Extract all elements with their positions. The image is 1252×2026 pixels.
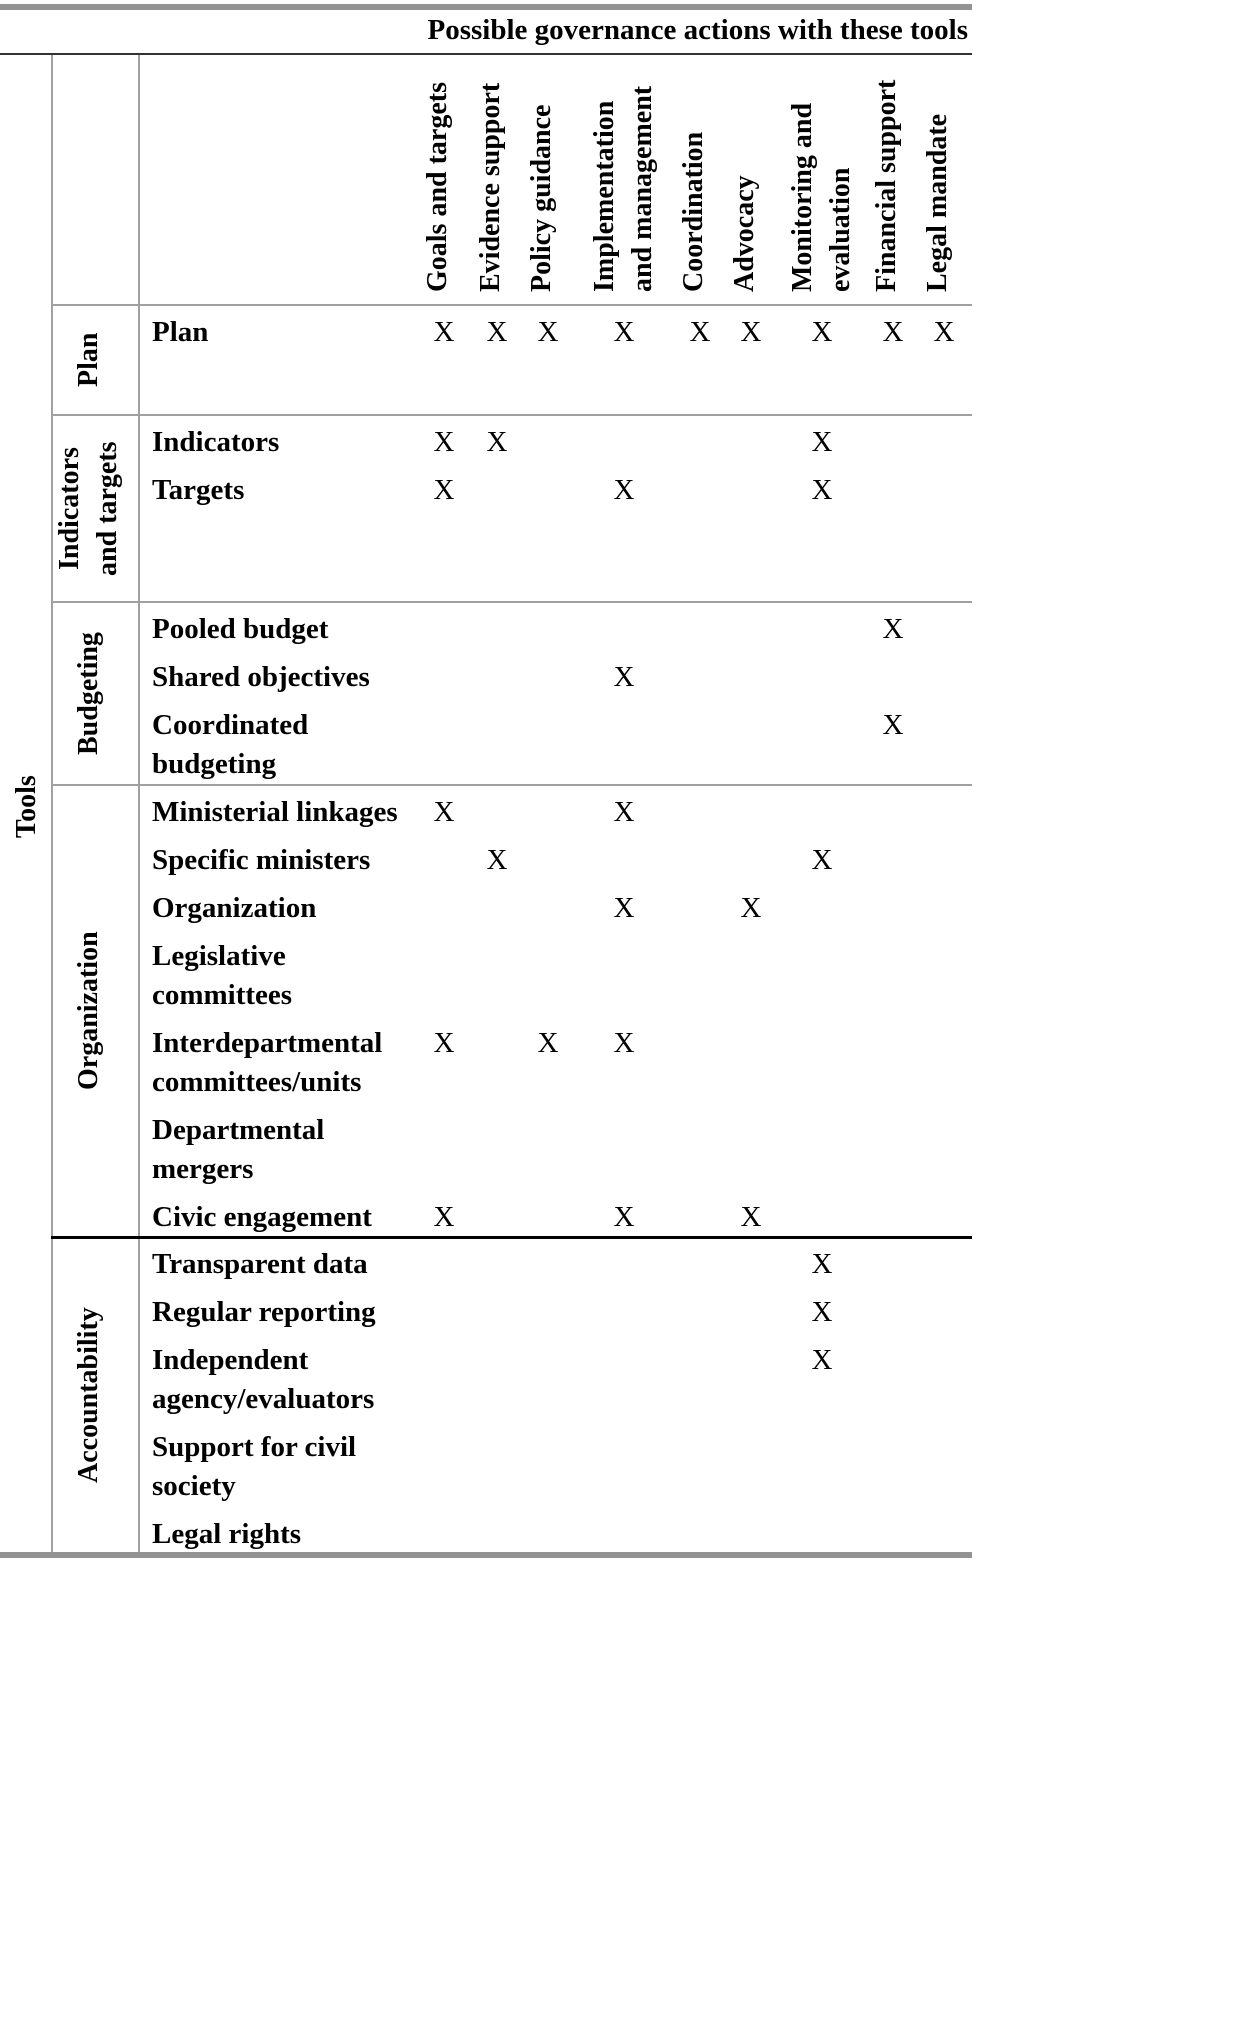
row-label-line: committees [152,979,293,1011]
x-mark: X [613,474,635,506]
row-label [152,1111,324,1189]
x-mark: X [433,316,455,348]
row-label-line: Transparent data [152,1248,368,1280]
row-label-line: Indicators [152,426,280,458]
x-mark: X [613,1201,635,1233]
row-label-line: Regular reporting [152,1296,376,1328]
row-label [152,706,308,784]
x-mark: X [811,474,833,506]
header-divider [51,304,972,306]
group-label: Plan [73,332,104,388]
group-label: Accountability [73,1307,104,1483]
x-mark: X [811,426,833,458]
x-mark: X [613,892,635,924]
top-rule [0,4,972,10]
row-label-line: Interdepartmental [152,1027,383,1059]
x-mark: X [740,892,762,924]
x-mark: X [433,474,455,506]
x-mark: X [433,426,455,458]
x-mark: X [689,316,711,348]
row-label [152,1293,376,1332]
row-label [152,313,208,352]
x-mark: X [433,1201,455,1233]
group-divider [51,414,972,416]
x-mark: X [882,316,904,348]
x-mark: X [613,796,635,828]
row-label-line: Plan [152,316,209,348]
row-label-line: society [152,1470,236,1502]
column-header: Evidence support [475,82,506,292]
row-label [152,1341,374,1419]
bottom-rule [0,1552,972,1558]
x-mark: X [486,316,508,348]
column-header: Coordination [678,131,709,292]
row-label [152,1245,368,1284]
row-label-line: Legal rights [152,1518,302,1550]
group-divider [51,784,972,786]
row-label [152,1198,372,1237]
x-mark: X [740,316,762,348]
row-label-line: Shared objectives [152,661,370,693]
x-mark: X [811,1344,833,1376]
group-column-divider [138,55,140,1553]
tools-side-label: Tools [11,775,42,838]
row-label-line: Departmental [152,1114,325,1146]
x-mark: X [486,426,508,458]
row-label [152,793,398,832]
table-title: Possible governance actions with these tools [427,14,968,46]
row-label-line: agency/evaluators [152,1383,375,1415]
row-label [152,610,328,649]
row-label [152,889,316,928]
x-mark: X [613,1027,635,1059]
row-label-line: budgeting [152,748,277,780]
column-header: Legal mandate [922,113,953,292]
group-label: Organization [73,931,104,1091]
row-label-line: Civic engagement [152,1201,372,1233]
title-rule [0,53,972,55]
column-header: Implementation [589,100,620,292]
x-mark: X [613,316,635,348]
column-header: and management [627,85,658,292]
tools-column-divider [51,55,53,1553]
row-label-line: mergers [152,1153,254,1185]
row-label-line: committees/units [152,1066,362,1098]
x-mark: X [433,796,455,828]
row-label-line: Specific ministers [152,844,371,876]
row-label-line: Independent [152,1344,309,1376]
row-label [152,1515,301,1554]
row-label [152,471,244,510]
x-mark: X [537,316,559,348]
x-mark: X [811,844,833,876]
x-mark: X [740,1201,762,1233]
row-label [152,423,279,462]
row-label-line: Ministerial linkages [152,796,398,828]
x-mark: X [613,661,635,693]
row-label-line: Organization [152,892,317,924]
x-mark: X [811,316,833,348]
row-label-line: Support for civil [152,1431,357,1463]
group-label: Indicators [54,447,85,570]
group-label: Budgeting [73,632,104,755]
group-label: and targets [92,441,123,576]
column-header: evaluation [825,167,856,292]
x-mark: X [882,709,904,741]
row-label-line: Pooled budget [152,613,329,645]
row-label-line: Targets [152,474,245,506]
x-mark: X [433,1027,455,1059]
column-header: Advocacy [729,175,760,292]
row-label-line: Coordinated [152,709,309,741]
x-mark: X [811,1296,833,1328]
column-header: Policy guidance [526,104,557,292]
x-mark: X [811,1248,833,1280]
row-label [152,658,370,697]
x-mark: X [933,316,955,348]
row-label [152,841,370,880]
row-label [152,937,292,1015]
row-label [152,1428,356,1506]
x-mark: X [486,844,508,876]
group-divider [51,1236,972,1239]
group-divider [51,601,972,603]
column-header: Monitoring and [787,102,818,292]
column-header: Goals and targets [422,82,453,292]
column-header: Financial support [871,79,902,292]
row-label [152,1024,382,1102]
x-mark: X [537,1027,559,1059]
x-mark: X [882,613,904,645]
row-label-line: Legislative [152,940,286,972]
